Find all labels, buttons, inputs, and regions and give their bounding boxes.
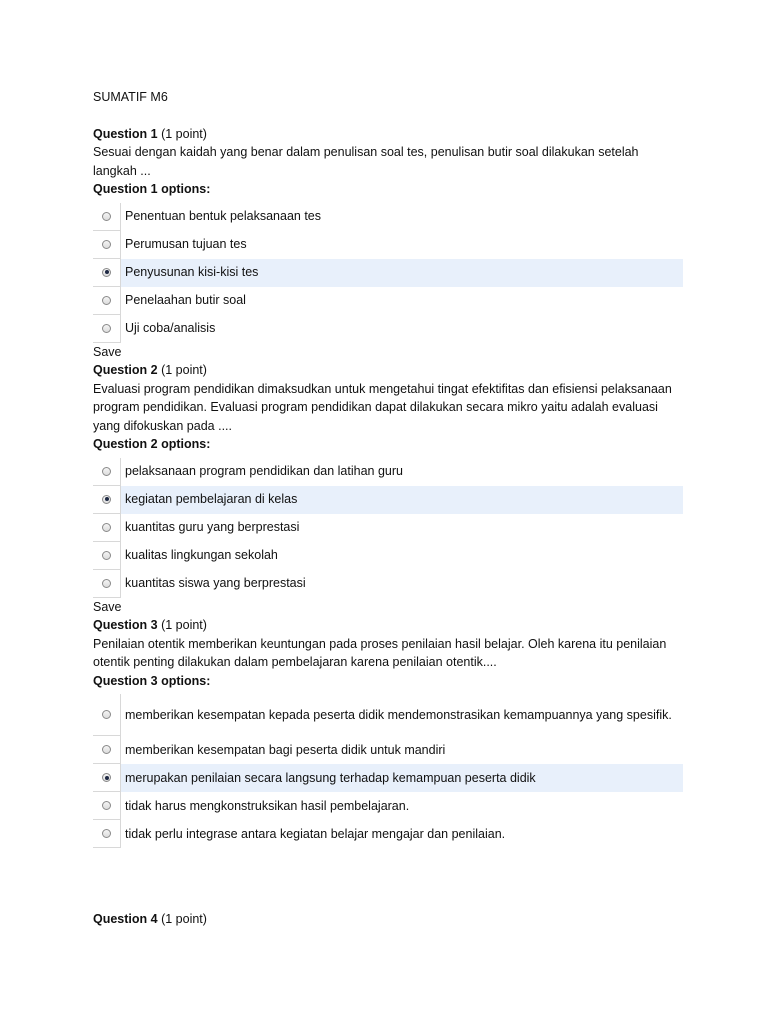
radio-button[interactable] xyxy=(102,240,111,249)
radio-button[interactable] xyxy=(102,801,111,810)
option-label: merupakan penilaian secara langsung terhadap kemampuan peserta didik xyxy=(121,764,683,792)
option-row[interactable] xyxy=(93,287,683,315)
radio-button[interactable] xyxy=(102,268,111,277)
question-number: Question 1 xyxy=(93,126,158,141)
question-points: (1 point) xyxy=(161,618,207,632)
option-row[interactable] xyxy=(93,203,683,231)
option-row[interactable] xyxy=(93,792,683,820)
options-label: Question 2 options: xyxy=(93,437,211,451)
option-label: Penentuan bentuk pelaksanaan tes xyxy=(125,209,321,224)
option-label: Penyusunan kisi-kisi tes xyxy=(121,259,683,287)
option-row[interactable] xyxy=(93,694,683,736)
radio-button[interactable] xyxy=(102,324,111,333)
question-number: Question 2 xyxy=(93,363,158,377)
question-points: (1 point) xyxy=(161,363,207,377)
save-button[interactable]: Save xyxy=(93,599,122,614)
question-heading xyxy=(93,616,683,635)
radio-cell[interactable] xyxy=(93,820,121,848)
radio-button[interactable] xyxy=(102,296,111,305)
radio-cell[interactable] xyxy=(93,486,121,514)
option-row[interactable] xyxy=(93,231,683,259)
radio-cell[interactable] xyxy=(93,287,121,315)
radio-cell[interactable] xyxy=(93,458,121,486)
radio-cell[interactable] xyxy=(93,203,121,231)
radio-button[interactable] xyxy=(102,829,111,838)
option-label: memberikan kesempatan kepada peserta didik mendemonstrasikan kemampuannya yang spesifik. xyxy=(125,707,672,722)
option-row[interactable] xyxy=(93,315,683,343)
radio-cell[interactable] xyxy=(93,792,121,820)
option-row[interactable] xyxy=(93,736,683,764)
radio-cell[interactable] xyxy=(93,315,121,343)
radio-button[interactable] xyxy=(102,212,111,221)
radio-button[interactable] xyxy=(102,467,111,476)
options-list xyxy=(93,458,683,598)
option-label: kualitas lingkungan sekolah xyxy=(125,548,278,563)
radio-button[interactable] xyxy=(102,551,111,560)
option-label: kegiatan pembelajaran di kelas xyxy=(121,486,683,514)
save-button[interactable]: Save xyxy=(93,344,122,359)
question-points: (1 point) xyxy=(161,911,207,926)
option-row[interactable] xyxy=(93,764,683,792)
question-3 xyxy=(93,616,683,848)
radio-cell[interactable] xyxy=(93,694,121,736)
radio-button[interactable] xyxy=(102,745,111,754)
question-2 xyxy=(93,361,683,616)
radio-selected-dot xyxy=(105,497,109,501)
document-page xyxy=(93,88,683,848)
radio-cell[interactable] xyxy=(93,514,121,542)
question-number: Question 4 xyxy=(93,911,158,926)
option-row[interactable] xyxy=(93,458,683,486)
radio-cell[interactable] xyxy=(93,736,121,764)
radio-cell[interactable] xyxy=(93,259,121,287)
option-row[interactable] xyxy=(93,259,683,287)
option-label: kuantitas guru yang berprestasi xyxy=(125,520,300,535)
question-1 xyxy=(93,125,683,362)
options-list xyxy=(93,203,683,343)
radio-button[interactable] xyxy=(102,579,111,588)
radio-cell[interactable] xyxy=(93,542,121,570)
option-row[interactable] xyxy=(93,514,683,542)
option-label: kuantitas siswa yang berprestasi xyxy=(125,576,306,591)
option-label: tidak harus mengkonstruksikan hasil pembelajaran. xyxy=(125,798,410,813)
radio-button[interactable] xyxy=(102,773,111,782)
option-row[interactable] xyxy=(93,542,683,570)
question-text: Penilaian otentik memberikan keuntungan pada proses penilaian hasil belajar. Oleh karena itu penilaian otentik penting dilakukan dalam pembelajaran karena penilaian otentik.... xyxy=(93,636,667,669)
radio-button[interactable] xyxy=(102,495,111,504)
option-label: tidak perlu integrase antara kegiatan belajar mengajar dan penilaian. xyxy=(125,826,506,841)
radio-cell[interactable] xyxy=(93,764,121,792)
option-row[interactable] xyxy=(93,820,683,848)
radio-selected-dot xyxy=(105,776,109,780)
options-label: Question 1 options: xyxy=(93,182,211,196)
question-4-heading xyxy=(93,910,207,929)
option-label: Uji coba/analisis xyxy=(125,321,216,336)
question-points: (1 point) xyxy=(161,126,207,141)
radio-selected-dot xyxy=(105,270,109,274)
option-label: Penelaahan butir soal xyxy=(125,293,246,308)
options-list xyxy=(93,694,683,848)
question-text: Sesuai dengan kaidah yang benar dalam penulisan soal tes, penulisan butir soal dilakukan setelah langkah ... xyxy=(93,145,639,178)
option-row[interactable] xyxy=(93,486,683,514)
question-heading xyxy=(93,361,683,380)
question-heading xyxy=(93,125,683,144)
option-label: memberikan kesempatan bagi peserta didik untuk mandiri xyxy=(125,742,446,757)
radio-cell[interactable] xyxy=(93,570,121,598)
option-label: pelaksanaan program pendidikan dan latihan guru xyxy=(125,464,403,479)
options-label: Question 3 options: xyxy=(93,673,211,688)
radio-button[interactable] xyxy=(102,523,111,532)
question-text: Evaluasi program pendidikan dimaksudkan untuk mengetahui tingat efektifitas dan efisiensi pelaksanaan program pendidikan. Evaluasi program pendidikan dapat dilakukan secara mikro yaitu adalah evaluasi yang difokuskan pada .... xyxy=(93,381,672,433)
option-row[interactable] xyxy=(93,570,683,598)
radio-cell[interactable] xyxy=(93,231,121,259)
option-label: Perumusan tujuan tes xyxy=(125,237,247,252)
document-title: SUMATIF M6 xyxy=(93,90,168,104)
question-number: Question 3 xyxy=(93,618,158,632)
radio-button[interactable] xyxy=(102,710,111,719)
